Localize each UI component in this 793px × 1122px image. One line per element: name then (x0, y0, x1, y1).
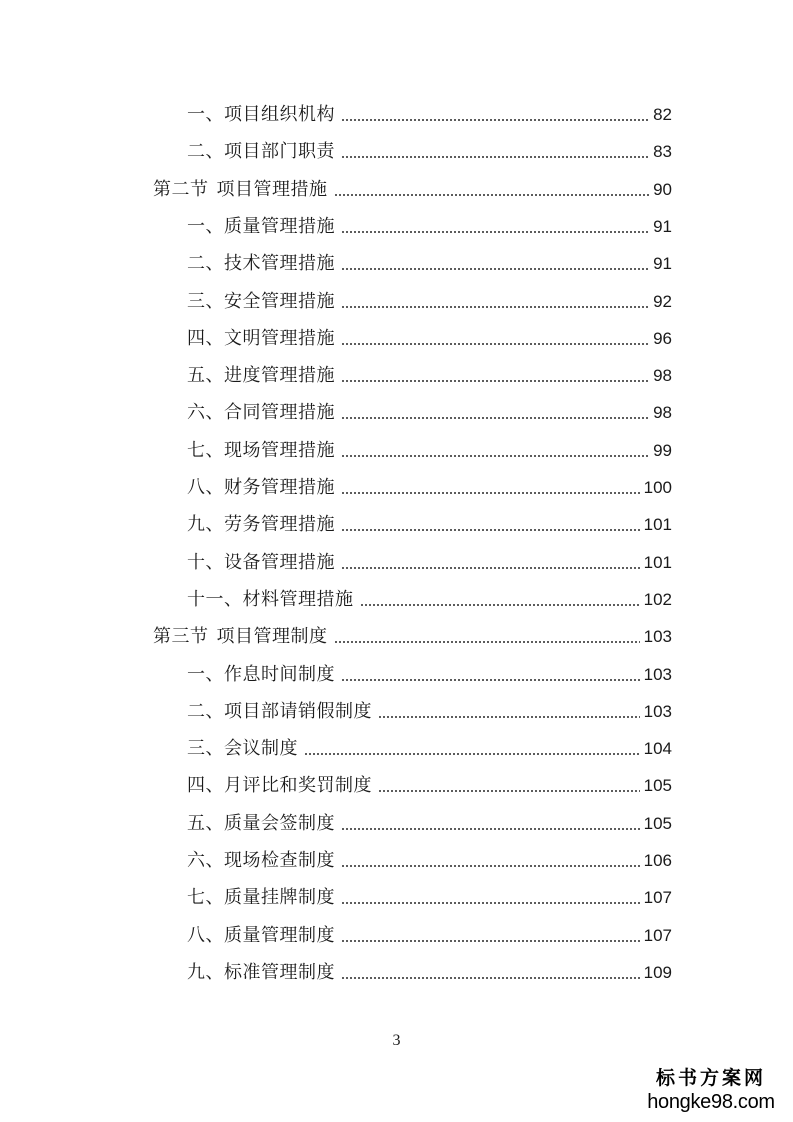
toc-entry-title: 进度管理措施 (224, 365, 335, 387)
toc-entry-label (153, 622, 328, 652)
toc-entry-number: 第二节 (153, 178, 209, 200)
toc-entry-page: 100 (643, 478, 672, 497)
toc-entry-label (187, 958, 335, 988)
toc-entry-page: 101 (643, 515, 672, 535)
toc-entry-title: 现场管理措施 (224, 439, 335, 461)
toc-entry-number: 三、 (187, 738, 224, 760)
toc-entry[interactable] (153, 175, 672, 205)
toc-entry-page: 96 (653, 328, 672, 348)
toc-entry-title: 材料管理措施 (242, 588, 354, 610)
toc-entry-number: 八、 (187, 924, 224, 946)
toc-entry[interactable] (187, 697, 672, 727)
toc-entry-title: 项目管理措施 (216, 178, 328, 200)
toc-entry-label (187, 809, 335, 839)
page-number: 3 (392, 1032, 401, 1049)
toc-entry[interactable] (187, 361, 672, 391)
toc-entry-title: 技术管理措施 (224, 253, 335, 275)
toc-dot-leader (341, 380, 649, 382)
toc-entry-number: 一、 (187, 104, 224, 125)
toc-entry-title: 合同管理措施 (224, 402, 335, 424)
toc-entry[interactable] (187, 324, 672, 354)
toc-entry[interactable] (187, 436, 672, 466)
toc-dot-leader (341, 306, 649, 308)
toc-entry-page: 107 (643, 925, 672, 945)
toc-entry-page: 98 (653, 403, 672, 423)
toc-dot-leader (378, 790, 640, 792)
toc-entry-page: 91 (653, 216, 672, 236)
toc-entry-page: 83 (653, 142, 672, 162)
toc-entry-label (187, 846, 335, 876)
toc-entry[interactable] (187, 510, 672, 540)
toc-dot-leader (341, 679, 640, 681)
toc-dot-leader (304, 753, 640, 755)
toc-entry[interactable] (187, 585, 672, 615)
toc-entry[interactable] (187, 473, 672, 503)
toc-entry-number: 一、 (187, 215, 224, 237)
toc-entry-number: 六、 (187, 850, 224, 871)
toc-entry-title: 设备管理措施 (224, 551, 335, 573)
toc-entry-page: 101 (643, 552, 672, 572)
toc-entry-number: 九、 (187, 961, 224, 983)
toc-entry-label (187, 100, 335, 130)
toc-entry-title: 安全管理措施 (224, 290, 335, 312)
toc-entry[interactable] (187, 137, 672, 167)
toc-entry-page: 92 (653, 291, 672, 311)
toc-entry-label (187, 921, 335, 951)
toc-entry-label (187, 883, 335, 913)
toc-dot-leader (341, 977, 640, 979)
toc-dot-leader (341, 156, 649, 158)
toc-dot-leader (341, 455, 649, 457)
toc-entry-number: 二、 (187, 253, 224, 275)
toc-dot-leader (341, 828, 640, 830)
toc-entry-label (187, 771, 372, 801)
toc-entry-label (187, 510, 335, 540)
toc-entry[interactable] (187, 883, 672, 913)
toc-entry-label (187, 137, 335, 167)
toc-entry[interactable] (187, 809, 672, 839)
site-watermark (641, 1066, 781, 1114)
toc-dot-leader (341, 529, 640, 531)
toc-dot-leader (341, 902, 640, 904)
toc-entry-page: 102 (643, 589, 672, 609)
toc-dot-leader (341, 940, 640, 942)
toc-entry-number: 六、 (187, 402, 224, 424)
toc-entry-number: 一、 (187, 663, 224, 685)
toc-entry-title: 作息时间制度 (224, 663, 335, 685)
toc-entry-page: 90 (653, 179, 672, 199)
toc-entry-label (187, 697, 372, 727)
toc-entry-label (187, 436, 335, 466)
toc-entry-page: 105 (643, 776, 672, 796)
toc-entry-number: 七、 (187, 439, 224, 461)
toc-dot-leader (341, 417, 649, 419)
toc-entry-label (187, 212, 335, 242)
toc-dot-leader (341, 268, 649, 270)
toc-entry-page: 107 (643, 888, 672, 908)
toc-entry-page: 105 (643, 813, 672, 833)
watermark-site-name: 标书方案网 (655, 1067, 766, 1089)
toc-entry-number: 九、 (187, 514, 224, 536)
toc-entry-number: 七、 (187, 887, 224, 909)
toc-entry-number: 五、 (187, 365, 224, 387)
toc-entry-title: 财务管理措施 (224, 477, 335, 498)
toc-entry[interactable] (187, 846, 672, 876)
toc-entry-title: 月评比和奖罚制度 (224, 775, 372, 797)
toc-entry-page: 106 (643, 851, 672, 870)
toc-entry-label (187, 361, 335, 391)
toc-entry-page: 109 (643, 962, 672, 982)
toc-entry[interactable] (187, 100, 672, 130)
toc-entry-number: 二、 (187, 700, 224, 722)
toc-entry-label (187, 734, 298, 764)
toc-entry-label (187, 324, 335, 354)
toc-entry-number: 二、 (187, 141, 224, 163)
toc-entry-number: 三、 (187, 290, 224, 312)
toc-entry-label (153, 175, 328, 205)
toc-entry-page: 103 (643, 664, 672, 684)
toc-dot-leader (341, 231, 649, 233)
toc-entry-label (187, 473, 335, 503)
toc-entry-number: 五、 (187, 812, 224, 834)
toc-entry[interactable] (187, 660, 672, 690)
toc-dot-leader (360, 604, 640, 606)
toc-entry-title: 质量管理制度 (224, 924, 335, 946)
toc-entry-page: 104 (643, 739, 672, 759)
toc-entry-number: 四、 (187, 327, 224, 349)
toc-entry-title: 项目部请销假制度 (224, 700, 372, 722)
toc-entry[interactable] (187, 548, 672, 578)
toc-entry-title: 质量管理措施 (224, 215, 335, 237)
toc-entry[interactable] (153, 622, 672, 652)
toc-entry-page: 91 (653, 254, 672, 274)
toc-entry-number: 第三节 (153, 626, 209, 648)
toc-entry-page: 103 (643, 701, 672, 721)
toc-entry-title: 文明管理措施 (224, 327, 335, 349)
toc-entry-number: 十一、 (187, 588, 243, 610)
toc-dot-leader (334, 641, 640, 643)
watermark-site-url: hongke98.com (647, 1091, 775, 1113)
toc-entry-title: 项目管理制度 (216, 626, 328, 648)
toc-entry-number: 八、 (187, 477, 224, 498)
toc-dot-leader (341, 865, 640, 867)
toc-entry-title: 质量挂牌制度 (224, 887, 335, 909)
toc-entry[interactable] (187, 287, 672, 317)
toc-entry-page: 99 (653, 440, 672, 460)
toc-entry-page: 103 (643, 627, 672, 647)
toc-entry-title: 会议制度 (224, 738, 298, 760)
toc-entry-label (187, 660, 335, 690)
toc-entry-title: 现场检查制度 (224, 850, 335, 871)
toc-entry-label (187, 548, 335, 578)
toc-entry[interactable] (187, 921, 672, 951)
toc-entry-page: 98 (653, 366, 672, 386)
toc-entry[interactable] (187, 771, 672, 801)
toc-dot-leader (341, 492, 640, 494)
toc-dot-leader (378, 716, 640, 718)
toc-entry-title: 项目组织机构 (224, 104, 335, 125)
toc-dot-leader (341, 119, 649, 121)
toc-dot-leader (334, 194, 650, 196)
toc-entry-label (187, 585, 354, 615)
toc-entry-title: 项目部门职责 (224, 141, 335, 163)
toc-entry-label (187, 287, 335, 317)
toc-entry[interactable] (187, 734, 672, 764)
toc-entry[interactable] (187, 212, 672, 242)
toc-entry-label (187, 398, 335, 428)
toc-entry-label (187, 249, 335, 279)
toc-entry-title: 劳务管理措施 (224, 514, 335, 536)
toc-entry-page: 82 (653, 105, 672, 124)
toc-entry[interactable] (187, 249, 672, 279)
toc-entry-title: 标准管理制度 (224, 961, 335, 983)
toc-entry[interactable] (187, 958, 672, 988)
toc-entry[interactable] (187, 398, 672, 428)
toc-entry-number: 四、 (187, 775, 224, 797)
toc-dot-leader (341, 343, 649, 345)
toc-dot-leader (341, 567, 640, 569)
toc-entry-number: 十、 (187, 551, 224, 573)
toc-entry-title: 质量会签制度 (224, 812, 335, 834)
